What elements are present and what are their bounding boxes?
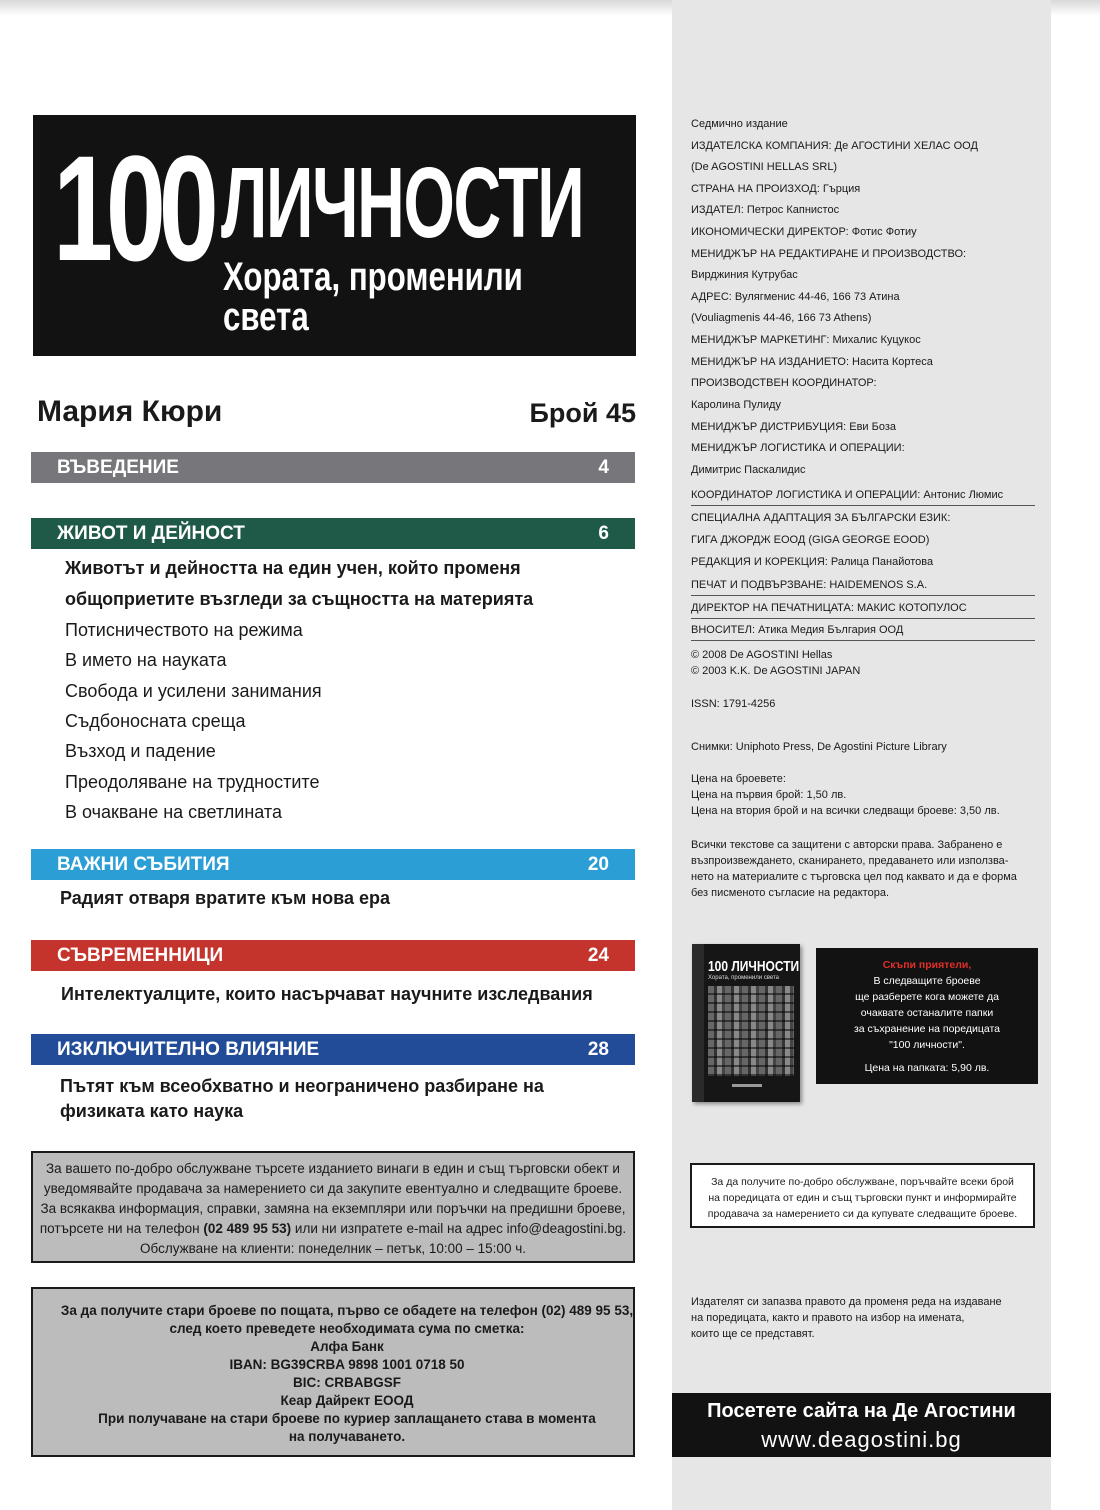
promo-heading: Скъпи приятели, xyxy=(882,959,972,971)
section-bar-introduction[interactable] xyxy=(31,452,635,483)
toc-entry[interactable]: Преодоляване на трудностите xyxy=(65,772,320,792)
rights-line: Всички текстове са защитени с авторски права. Забранено е xyxy=(691,839,1003,851)
section-page: 6 xyxy=(598,523,609,544)
section-label: ВЪВЕДЕНИЕ xyxy=(57,457,179,478)
imprint-line: МЕНИДЖЪР ДИСТРИБУЦИЯ: Еви Боза xyxy=(691,421,897,433)
service-contact-line xyxy=(33,1221,633,1236)
mail-line: BIC: CRBABGSF xyxy=(293,1375,401,1390)
promo-price: Цена на папката: 5,90 лв. xyxy=(864,1062,990,1074)
book-spine xyxy=(692,944,704,1102)
promo-line: В следващите броеве xyxy=(873,975,981,987)
section-bar-events[interactable] xyxy=(31,849,635,880)
section-page: 24 xyxy=(587,945,609,966)
section-page: 20 xyxy=(587,854,609,875)
imprint-line: (Vouliagmenis 44-46, 166 73 Athens) xyxy=(691,312,872,324)
imprint-line: Каролина Пулиду xyxy=(691,399,781,411)
section-label: СЪВРЕМЕННИЦИ xyxy=(57,945,224,966)
promo-line: ще разберете кога можете да xyxy=(855,991,999,1003)
photo-credits: Снимки: Uniphoto Press, De Agostini Picture Library xyxy=(691,741,947,753)
section-bar-life[interactable] xyxy=(31,518,635,549)
imprint-line: Седмично издание xyxy=(691,118,788,130)
rights-line: без писменото съгласие на редактора. xyxy=(691,887,890,899)
toc-entry[interactable]: В очакване на светлината xyxy=(65,802,282,822)
masthead-subtitle: Хората, променили света xyxy=(223,255,523,339)
publisher-reserve-line: Издателят си запазва правото да променя реда на издаване xyxy=(691,1296,1002,1308)
masthead-number: 100 xyxy=(53,124,212,292)
toc-entry[interactable]: Радият отваря вратите към нова ера xyxy=(60,888,391,908)
toc-entry[interactable]: В името на науката xyxy=(65,650,227,670)
section-page: 4 xyxy=(598,457,609,478)
toc-entry[interactable]: Интелектуалците, които насърчават научните изследвания xyxy=(61,984,593,1004)
service-hours: Обслужване на клиенти: понеделник – петък, 10:00 – 15:00 ч. xyxy=(140,1241,526,1256)
toc-entry[interactable]: физиката като наука xyxy=(60,1101,244,1121)
visit-text: Посетете сайта на Де Агостини xyxy=(707,1400,1016,1422)
imprint-line: ВНОСИТЕЛ: Атика Медия България ООД xyxy=(691,624,904,636)
imprint-divider xyxy=(691,640,1035,641)
imprint-line: ИЗДАТЕЛСКА КОМПАНИЯ: Де АГОСТИНИ ХЕЛАС ООД xyxy=(691,140,978,152)
imprint-divider xyxy=(691,618,1035,619)
toc-entry[interactable]: Свобода и усилени занимания xyxy=(65,681,322,701)
imprint-line: РЕДАКЦИЯ И КОРЕКЦИЯ: Ралица Панайотова xyxy=(691,556,934,568)
ordering-note-box xyxy=(690,1163,1035,1228)
imprint-line: ИЗДАТЕЛ: Петрос Капнистос xyxy=(691,204,840,216)
mail-line: IBAN: BG39CRBA 9898 1001 0718 50 xyxy=(229,1357,465,1372)
back-issues-box xyxy=(31,1287,635,1457)
promo-line: "100 личности". xyxy=(889,1039,965,1051)
section-label: ЖИВОТ И ДЕЙНОСТ xyxy=(57,523,245,544)
book-subtitle: Хората, променили света xyxy=(708,975,780,981)
toc-entry[interactable]: Потисничеството на режима xyxy=(65,620,303,640)
imprint-line: МЕНИДЖЪР НА РЕДАКТИРАНЕ И ПРОИЗВОДСТВО: xyxy=(691,248,967,260)
mail-line: Кеар Дайрект ЕООД xyxy=(280,1393,414,1408)
masthead xyxy=(33,115,636,356)
service-line: За вашето по-добро обслужване търсете изданието винаги в един и същ търговски обект и xyxy=(46,1161,620,1176)
masthead-title: ЛИЧНОСТИ xyxy=(221,147,584,259)
toc-entry[interactable]: общоприетите възгледи за същността на материята xyxy=(65,589,534,609)
promo-line: за съхранение на поредицата xyxy=(853,1023,1001,1035)
imprint-line: ПРОИЗВОДСТВЕН КООРДИНАТОР: xyxy=(691,377,877,389)
rights-line: възпроизвеждането, сканирането, предаването или използва- xyxy=(691,855,1009,867)
book-title: 100 ЛИЧНОСТИ xyxy=(708,958,800,975)
mail-line: на получаването. xyxy=(288,1429,406,1444)
mail-line: При получаване на стари броеве по куриер заплащането става в момента xyxy=(98,1411,596,1426)
imprint-line: Димитрис Паскалидис xyxy=(691,464,806,476)
section-label: ВАЖНИ СЪБИТИЯ xyxy=(57,854,230,875)
service-text: потърсете ни на телефон xyxy=(39,1221,204,1236)
imprint-line: АДРЕС: Вулягменис 44-46, 166 73 Атина xyxy=(691,291,900,303)
price-line: Цена на втория брой и на всички следващи броеве: 3,50 лв. xyxy=(691,805,1000,817)
mail-line: Алфа Банк xyxy=(310,1339,384,1354)
imprint-line: СПЕЦИАЛНА АДАПТАЦИЯ ЗА БЪЛГАРСКИ ЕЗИК: xyxy=(691,512,951,524)
ordering-line: на поредицата от един и същ търговски пункт и информирайте xyxy=(708,1192,1017,1204)
website-link[interactable]: www.deagostini.bg xyxy=(761,1427,962,1452)
section-page: 28 xyxy=(587,1039,609,1060)
ordering-line: продавача за намерението си да купувате следващите броеве. xyxy=(707,1208,1018,1220)
customer-service-box xyxy=(31,1151,635,1263)
service-line: уведомявайте продавача за намерението си да закупите евентуално и следващите броеве. xyxy=(43,1181,623,1196)
imprint-line: СТРАНА НА ПРОИЗХОД: Гърция xyxy=(691,183,861,195)
rights-line: нето на материалите с търговска цел под каквато и да е форма xyxy=(691,871,1017,883)
promo-line: очаквате останалите папки xyxy=(860,1007,994,1019)
imprint-line: МЕНИДЖЪР ЛОГИСТИКА И ОПЕРАЦИИ: xyxy=(691,442,905,454)
toc-entry[interactable]: Възход и падение xyxy=(65,741,216,761)
binder-book-image xyxy=(692,944,800,1102)
toc-entry[interactable]: Пътят към всеобхватно и неограничено разбиране на xyxy=(60,1076,544,1096)
book-publisher-mark xyxy=(732,1084,762,1087)
price-line: Цена на първия брой: 1,50 лв. xyxy=(691,789,847,801)
visit-site-banner xyxy=(672,1393,1051,1457)
copyright-line: © 2003 K.K. De AGOSTINI JAPAN xyxy=(691,665,861,677)
imprint-line: Вирджиния Кутрубас xyxy=(691,269,798,281)
issue-number: Брой 45 xyxy=(529,398,636,428)
service-phone[interactable]: (02 489 95 53) xyxy=(203,1221,292,1236)
imprint-line: ПЕЧАТ И ПОДВЪРЗВАНЕ: HAIDEMENOS S.A. xyxy=(691,579,928,591)
copyright-line: © 2008 De AGOSTINI Hellas xyxy=(691,649,833,661)
imprint-line: КООРДИНАТОР ЛОГИСТИКА И ОПЕРАЦИИ: Антонис Люмис xyxy=(691,489,1004,501)
imprint-line: ДИРЕКТОР НА ПЕЧАТНИЦАТА: МАКИС КОТОПУЛОС xyxy=(691,602,967,614)
mail-line: след което преведете необходимата сума по сметка: xyxy=(169,1321,525,1336)
service-line: За всякаква информация, справки, замяна на екземпляри или поръчки на предишни броеве, xyxy=(40,1201,626,1216)
ordering-line: За да получите по-добро обслужване, поръчвайте всеки брой xyxy=(711,1176,1014,1188)
publisher-reserve-line: които ще се представят. xyxy=(691,1328,815,1340)
price-line: Цена на броевете: xyxy=(691,773,786,785)
section-bar-influence[interactable] xyxy=(31,1034,635,1065)
mail-line: За да получите стари броеве по пощата, първо се обадете на телефон (02) 489 95 53, xyxy=(60,1303,634,1318)
publisher-reserve-line: на поредицата, както и правото на избор на имената, xyxy=(691,1312,965,1324)
imprint-line: ИКОНОМИЧЕСКИ ДИРЕКТОР: Фотис Фотиу xyxy=(691,226,917,238)
toc-entry[interactable]: Съдбоносната среща xyxy=(65,711,246,731)
issn: ISSN: 1791-4256 xyxy=(691,698,776,710)
section-label: ИЗКЛЮЧИТЕЛНО ВЛИЯНИЕ xyxy=(57,1039,320,1060)
imprint-line: ГИГА ДЖОРДЖ ЕООД (GIGA GEORGE EOOD) xyxy=(691,534,930,546)
binder-promo-box xyxy=(816,948,1038,1084)
book-portrait-collage xyxy=(708,986,794,1076)
imprint-line: МЕНИДЖЪР МАРКЕТИНГ: Михалис Куцукос xyxy=(691,334,921,346)
section-bar-contemporaries[interactable] xyxy=(31,940,635,971)
service-email-text[interactable]: или ни изпратете e-mail на адрес info@deagostini.bg. xyxy=(291,1221,627,1236)
imprint-line: (De AGOSTINI HELLAS SRL) xyxy=(691,161,838,173)
issue-person: Мария Кюри xyxy=(37,395,223,428)
imprint-divider xyxy=(691,595,1035,596)
imprint-divider xyxy=(691,505,1035,506)
toc-entry[interactable]: Животът и дейността на един учен, който променя xyxy=(65,558,521,578)
imprint-line: МЕНИДЖЪР НА ИЗДАНИЕТО: Насита Кортеса xyxy=(691,356,933,368)
